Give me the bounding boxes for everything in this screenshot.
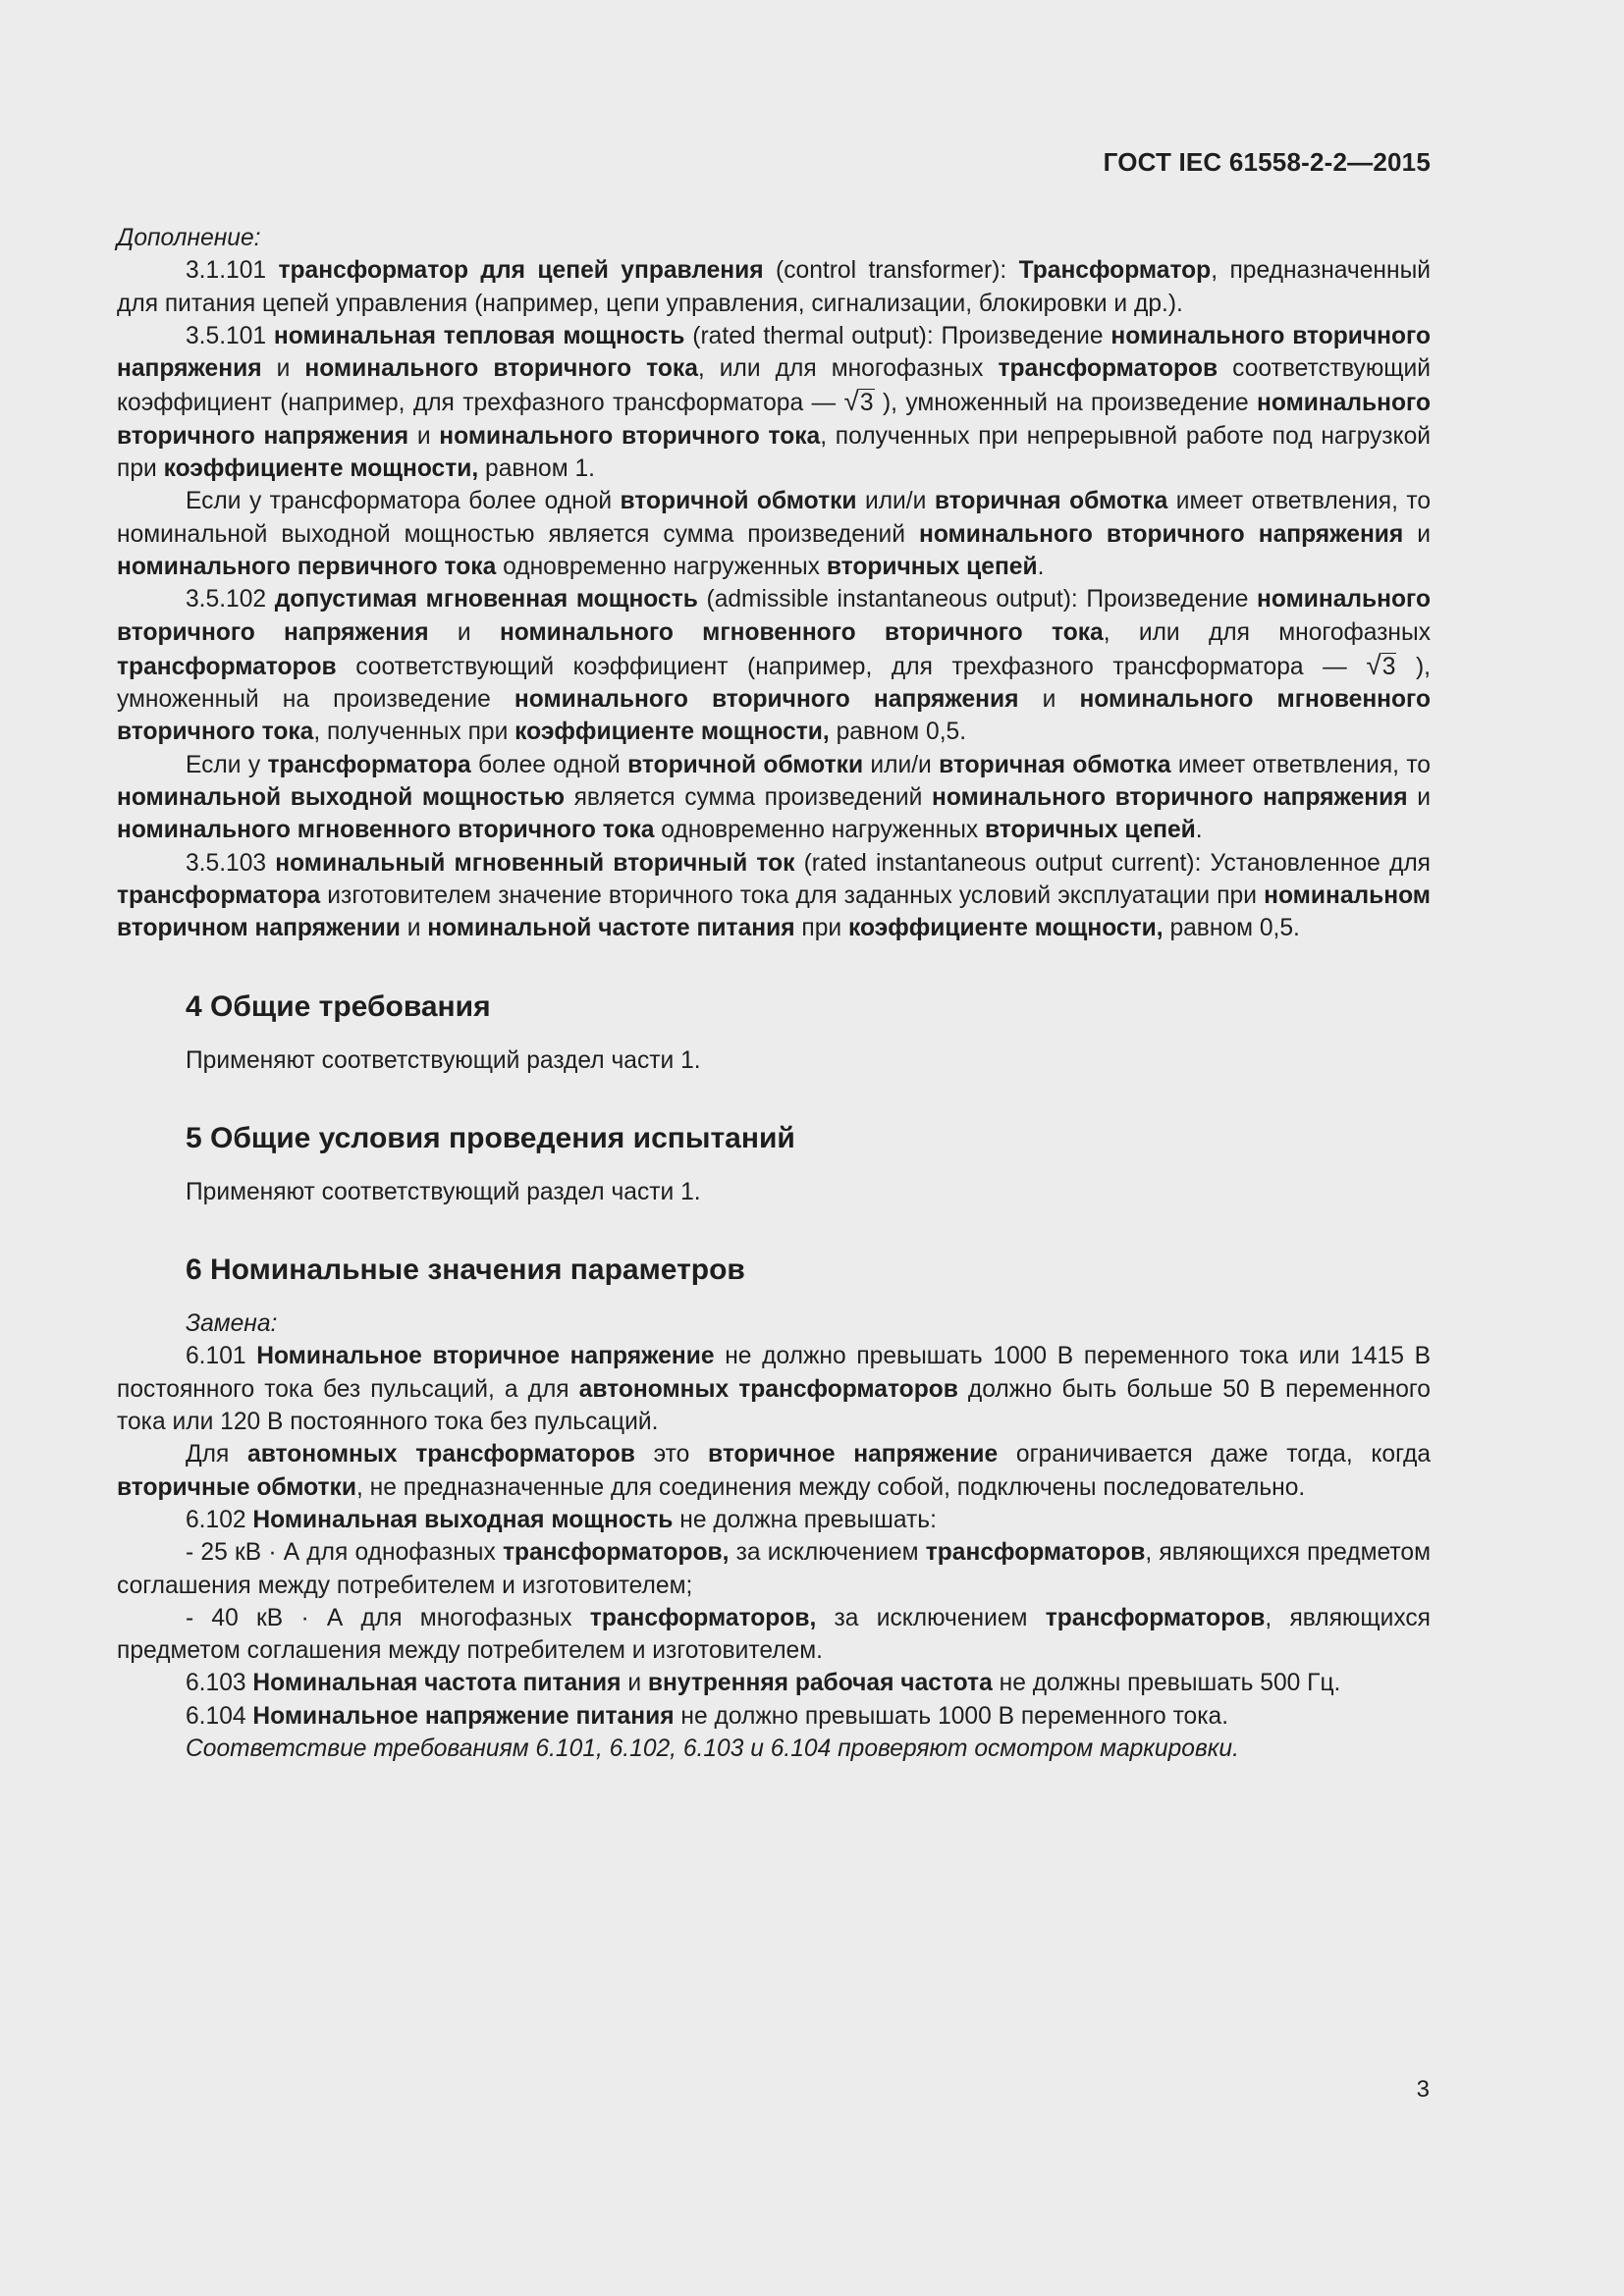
- text-run: и: [621, 1670, 648, 1697]
- text-run: изготовителем значение вторичного тока для заданных условий эксплуатации при: [320, 881, 1265, 909]
- paragraph: [117, 1504, 1431, 1536]
- text-run: (control transformer):: [763, 257, 1019, 285]
- term-bold: трансформаторов: [117, 653, 337, 680]
- text-run: - 25 кВ · А для однофазных: [186, 1539, 503, 1567]
- paragraph: [117, 1667, 1431, 1699]
- term-bold: трансформаторов,: [502, 1539, 730, 1567]
- text-run: Замена:: [186, 1310, 278, 1338]
- term-bold: номинальной выходной мощностью: [117, 784, 565, 812]
- term-bold: вторичных цепей: [985, 817, 1196, 844]
- term-bold: вторичная обмотка: [939, 751, 1171, 778]
- section-heading: 4 Общие требования: [186, 989, 491, 1023]
- text-run: 6.103: [186, 1670, 253, 1697]
- text-run: соответствующий коэффициент (например, для трехфазного трансформатора —: [117, 355, 1432, 417]
- term-bold: вторичное напряжение: [708, 1441, 999, 1468]
- text-run: и: [428, 618, 500, 646]
- term-bold: номинального вторичного напряжения: [932, 784, 1408, 812]
- text-run: не должно превышать 1000 В переменного тока.: [674, 1702, 1229, 1730]
- term-bold: номинального вторичного напряжения: [514, 686, 1019, 714]
- term-bold: коэффициенте мощности,: [847, 915, 1164, 942]
- term-bold: номинального мгновенного вторичного тока: [117, 686, 1431, 746]
- term-bold: номинального вторичного тока: [304, 355, 698, 383]
- paragraph: [117, 485, 1431, 583]
- paragraph: [117, 1176, 1431, 1208]
- term-bold: допустимая мгновенная мощность: [274, 586, 698, 614]
- term-bold: трансформаторов: [925, 1539, 1146, 1567]
- text-run: не должна превышать:: [673, 1506, 937, 1533]
- text-run: .: [1037, 553, 1045, 580]
- paragraph: [117, 847, 1431, 945]
- term-bold: номинального вторичного тока: [439, 422, 821, 450]
- term-bold: вторичных цепей: [826, 553, 1038, 580]
- paragraph: [117, 1536, 1431, 1602]
- section-heading: 6 Номинальные значения параметров: [186, 1254, 745, 1287]
- text-run: Применяют соответствующий раздел части 1.: [186, 1046, 701, 1074]
- term-bold: автономных трансформаторов: [578, 1375, 958, 1403]
- text-run: , предназначенный для питания цепей управления (например, цепи управления, сигнализации, блокировки и др.).: [117, 257, 1432, 317]
- text-run: или/и: [863, 751, 940, 778]
- text-run: 3.5.101: [186, 322, 274, 349]
- term-bold: трансформаторов: [998, 355, 1218, 383]
- text-run: Соответствие требованиям 6.101, 6.102, 6.103 и 6.104 проверяют осмотром маркировки.: [186, 1735, 1239, 1762]
- term-bold: номинального мгновенного вторичного тока: [499, 618, 1104, 646]
- text-run: равном 1.: [478, 455, 595, 483]
- text-run: , полученных при непрерывной работе под нагрузкой при: [117, 422, 1431, 483]
- text-run: и: [1018, 686, 1080, 714]
- text-run: 3.5.103: [186, 849, 276, 877]
- term-bold: внутренняя рабочая частота: [647, 1670, 993, 1697]
- text-run: , являющихся предметом соглашения между потребителем и изготовителем.: [117, 1604, 1431, 1665]
- paragraph: [117, 1044, 1431, 1077]
- section-heading: 5 Общие условия проведения испытаний: [186, 1121, 795, 1154]
- text-run: Применяют соответствующий раздел части 1.: [186, 1178, 701, 1205]
- text-run: ограничивается даже тогда, когда: [998, 1441, 1432, 1468]
- text-run: должно быть больше 50 В переменного тока или 120 В постоянного тока без пульсаций.: [117, 1375, 1431, 1436]
- text-run: более одной: [470, 751, 628, 778]
- text-run: , или для многофазных: [697, 355, 999, 383]
- term-bold: номинального вторичного напряжения: [117, 586, 1431, 646]
- term-bold: вторичной обмотки: [627, 751, 864, 778]
- paragraph: [117, 583, 1431, 748]
- paragraph: [117, 1340, 1431, 1438]
- text-run: является сумма произведений: [564, 784, 933, 812]
- text-run: ), умноженный на произведение: [117, 653, 1431, 714]
- text-run: Если у трансформатора более одной: [186, 488, 621, 515]
- text-run: имеет ответвления, то: [1170, 751, 1431, 778]
- text-run: ), умноженный на произведение: [874, 390, 1258, 417]
- text-run: одновременно нагруженных: [496, 553, 827, 580]
- text-run: и: [1403, 520, 1432, 548]
- text-run: (admissible instantaneous output): Произведение: [697, 586, 1258, 614]
- text-run: 6.102: [186, 1506, 253, 1533]
- paragraph: [117, 254, 1431, 320]
- document-body: [117, 222, 1431, 1765]
- term-bold: коэффициенте мощности,: [163, 455, 479, 483]
- text-run: и: [400, 915, 428, 942]
- text-run: и: [261, 355, 305, 383]
- text-run: , полученных при: [313, 719, 515, 746]
- text-run: при: [794, 915, 848, 942]
- sqrt-expression: √3: [843, 386, 874, 417]
- text-run: , или для многофазных: [1103, 618, 1431, 646]
- term-bold: номинального вторичного напряжения: [918, 520, 1404, 548]
- text-run: одновременно нагруженных: [654, 817, 986, 844]
- page-number: 3: [1416, 2076, 1430, 2103]
- text-run: или/и: [856, 488, 935, 515]
- term-bold: номинального вторичного напряжения: [117, 322, 1432, 383]
- term-bold: номинального первичного тока: [117, 553, 497, 580]
- term-bold: трансформатор для цепей управления: [278, 257, 764, 285]
- text-run: Дополнение:: [117, 225, 261, 251]
- paragraph: [117, 1733, 1431, 1765]
- text-run: за исключением: [816, 1604, 1046, 1631]
- text-run: .: [1195, 817, 1203, 844]
- text-run: 6.101: [186, 1343, 257, 1370]
- term-bold: трансформаторов: [1045, 1604, 1266, 1631]
- term-bold: номинальном вторичном напряжении: [117, 881, 1431, 942]
- paragraph: [117, 320, 1431, 485]
- text-run: не должны превышать 500 Гц.: [992, 1670, 1341, 1697]
- text-run: 3.5.102: [186, 586, 275, 614]
- text-run: соответствующий коэффициент (например, для трехфазного трансформатора —: [336, 653, 1367, 680]
- paragraph: [117, 749, 1431, 847]
- term-bold: трансформатора: [267, 751, 471, 778]
- text-run: Если у: [186, 751, 268, 778]
- term-bold: Номинальное напряжение питания: [252, 1702, 675, 1730]
- text-run: (rated thermal output): Произведение: [684, 322, 1111, 349]
- paragraph: [117, 1308, 1431, 1340]
- term-bold: номинального мгновенного вторичного тока: [117, 817, 655, 844]
- term-bold: номинального вторичного напряжения: [117, 390, 1431, 450]
- text-run: имеет ответвления, то номинальной выходной мощностью является сумма произведений: [117, 488, 1431, 548]
- text-run: равном 0,5.: [1163, 915, 1300, 942]
- term-bold: Трансформатор: [1018, 257, 1212, 285]
- term-bold: автономных трансформаторов: [247, 1441, 635, 1468]
- text-run: 3.1.101: [186, 257, 279, 285]
- term-bold: Номинальное вторичное напряжение: [256, 1343, 715, 1370]
- text-run: и: [1407, 784, 1432, 812]
- paragraph: [117, 1438, 1431, 1504]
- term-bold: вторичная обмотка: [934, 488, 1168, 515]
- document-id-header: ГОСТ IEC 61558-2-2—2015: [1103, 147, 1431, 177]
- text-run: 6.104: [186, 1702, 253, 1730]
- term-bold: Номинальная частота питания: [252, 1670, 622, 1697]
- paragraph: [117, 1602, 1431, 1668]
- term-bold: вторичной обмотки: [620, 488, 857, 515]
- term-bold: трансформаторов,: [589, 1604, 817, 1631]
- term-bold: коэффициенте мощности,: [514, 719, 830, 746]
- text-run: равном 0,5.: [829, 719, 967, 746]
- term-bold: вторичные обмотки: [117, 1473, 356, 1501]
- sqrt-expression: √3: [1366, 649, 1396, 680]
- text-run: и: [408, 422, 440, 450]
- text-run: это: [634, 1441, 709, 1468]
- term-bold: Номинальная выходная мощность: [252, 1506, 674, 1533]
- paragraph: [117, 222, 1431, 254]
- text-run: - 40 кВ · А для многофазных: [186, 1604, 590, 1631]
- text-run: , являющихся предметом соглашения между потребителем и изготовителем;: [117, 1539, 1431, 1599]
- text-run: , не предназначенные для соединения между собой, подключены последовательно.: [355, 1473, 1306, 1501]
- term-bold: номинальной частоте питания: [427, 915, 795, 942]
- paragraph: [117, 1700, 1431, 1733]
- text-run: (rated instantaneous output current): Установленное для: [794, 849, 1431, 877]
- term-bold: номинальный мгновенный вторичный ток: [275, 849, 795, 877]
- term-bold: номинальная тепловая мощность: [273, 322, 685, 349]
- term-bold: трансформатора: [117, 881, 321, 909]
- text-run: Для: [186, 1441, 248, 1468]
- text-run: за исключением: [729, 1539, 926, 1567]
- text-run: не должно превышать 1000 В переменного тока или 1415 В постоянного тока без пульсаций, а для: [117, 1343, 1431, 1403]
